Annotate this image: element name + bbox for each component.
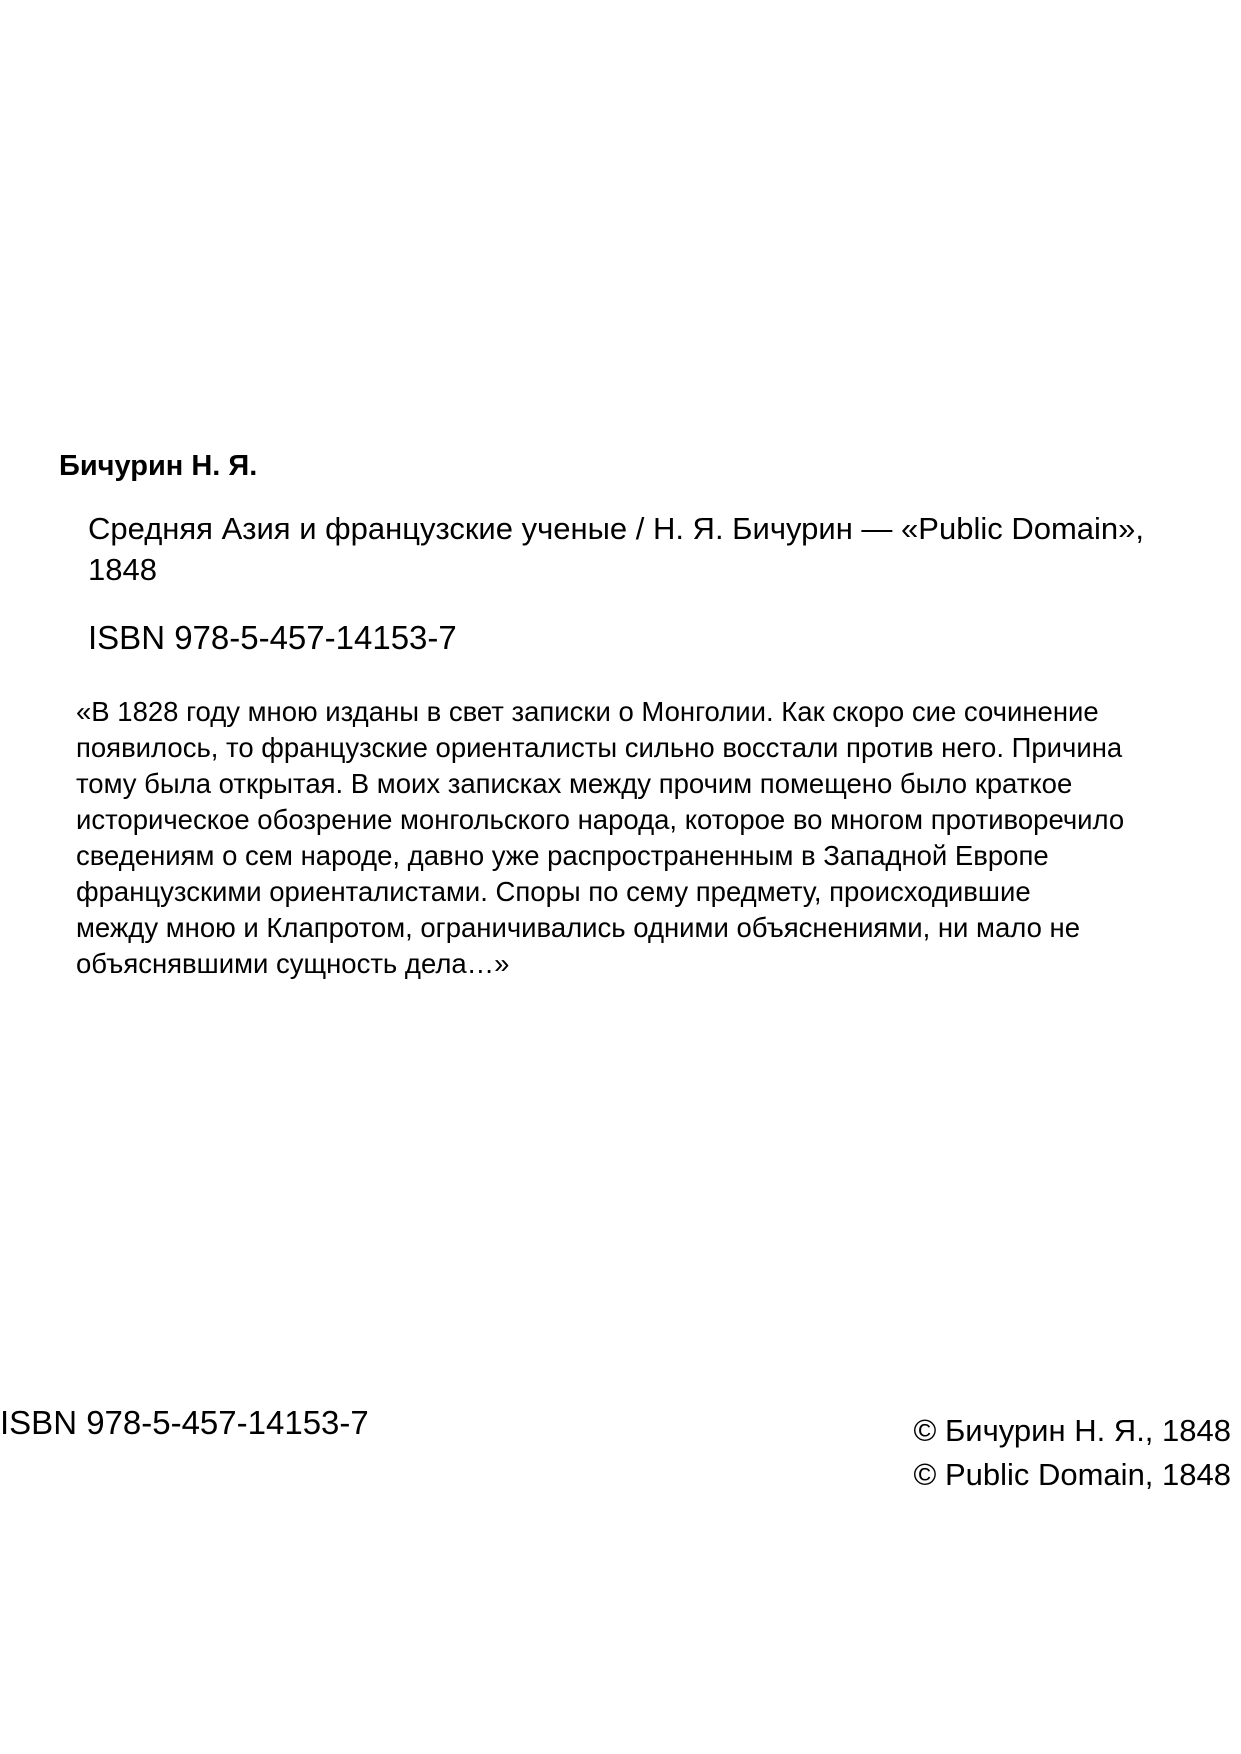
isbn-bottom: ISBN 978-5-457-14153-7 bbox=[0, 1404, 369, 1441]
copyright-block bbox=[913, 1409, 1231, 1497]
author-heading: Бичурин Н. Я. bbox=[59, 450, 258, 482]
annotation-line: «В 1828 году мною изданы в свет записки о Монголии. Как скоро сие сочинение bbox=[76, 696, 1099, 727]
annotation bbox=[76, 694, 1216, 982]
annotation-line: объяснявшими сущность дела…» bbox=[76, 948, 510, 979]
copyright-line: © Public Domain, 1848 bbox=[913, 1457, 1231, 1492]
annotation-line: тому была открытая. В моих записках между прочим помещено было краткое bbox=[76, 768, 1073, 799]
bibliographic-entry: Средняя Азия и французские ученые / Н. Я. Бичурин — «Public Domain», 1848 bbox=[88, 511, 1144, 587]
annotation-line: историческое обозрение монгольского народа, которое во многом противоречило bbox=[76, 804, 1125, 835]
annotation-line: появилось, то французские ориенталисты сильно восстали против него. Причина bbox=[76, 732, 1123, 763]
annotation-line: сведениям о сем народе, давно уже распространенным в Западной Европе bbox=[76, 840, 1049, 871]
annotation-line: французскими ориенталистами. Споры по сему предмету, происходившие bbox=[76, 876, 1031, 907]
isbn-top: ISBN 978-5-457-14153-7 bbox=[88, 619, 457, 656]
annotation-line: между мною и Клапротом, ограничивались одними объяснениями, ни мало не bbox=[76, 912, 1081, 943]
copyright-line: © Бичурин Н. Я., 1848 bbox=[913, 1413, 1231, 1448]
